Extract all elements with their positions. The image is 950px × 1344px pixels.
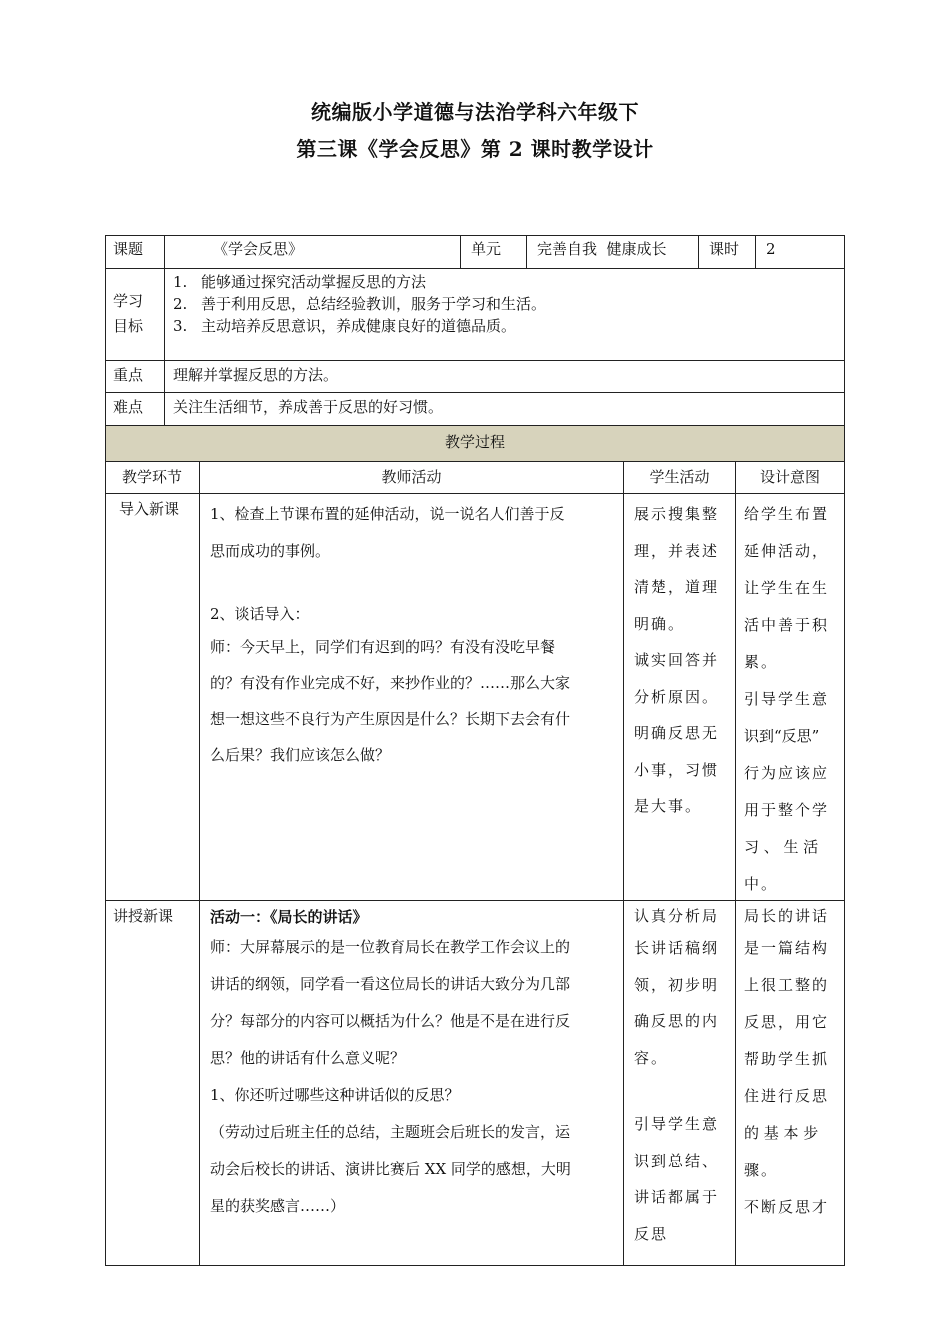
text-line: 2、谈话导入： [210, 605, 310, 623]
goals-label-line2: 目标 [113, 317, 144, 335]
text-line: 累。 [744, 653, 779, 671]
activity-title: 活动一：《局长的讲话》 [210, 908, 368, 926]
text-line: 思？他的讲话有什么意义呢？ [210, 1049, 406, 1067]
goal-item: 3. 主动培养反思意识，养成健康良好的道德品质。 [173, 317, 517, 335]
text-line: 确反思的内 [634, 1012, 720, 1030]
column-header-teacher: 教师活动 [381, 468, 442, 486]
document-title-line1: 统编版小学道德与法治学科六年级下 [311, 100, 639, 124]
text-line: 中。 [744, 875, 779, 893]
text-line: 引导学生意 [634, 1115, 720, 1133]
text-line: 的 基 本 步 [744, 1124, 819, 1142]
text-line: 延伸活动， [744, 542, 830, 560]
design-intent-intro [736, 496, 844, 900]
text-line: 局长的讲话 [744, 907, 830, 925]
text-line: 认真分析局 [634, 907, 720, 925]
period-value: 2 [766, 240, 776, 258]
text-line [210, 570, 617, 599]
section-header-teaching-process [105, 425, 845, 461]
text-line: 展示搜集整 [634, 505, 720, 523]
column-header-intent: 设计意图 [759, 468, 820, 486]
text-line: 是一篇结构 [744, 939, 830, 957]
text-line: 的？有没有作业完成不好，来抄作业的？……那么大家 [210, 674, 571, 692]
text-line: 不断反思才 [744, 1198, 830, 1216]
text-line: 领，初步明 [634, 975, 720, 994]
teacher-activity-intro [200, 496, 623, 900]
student-activity-intro [624, 496, 735, 900]
text-line: 反思 [634, 1224, 669, 1243]
text-line: 分析原因。 [634, 687, 720, 706]
text-line: 习 、 生 活 [744, 838, 819, 856]
text-line: 1、检查上节课布置的延伸活动，说一说名人们善于反 [210, 505, 565, 523]
stage-intro: 导入新课 [119, 500, 180, 518]
text-line: 活中善于积 [744, 616, 830, 634]
text-line: 识到“反思” [744, 727, 820, 745]
text-line: 长讲话稿纲 [634, 939, 720, 957]
column-header-stage: 教学环节 [121, 468, 182, 486]
text-line: 想一想这些不良行为产生原因是什么？长期下去会有什 [210, 710, 571, 728]
text-line: 1、你还听过哪些这种讲话似的反思？ [210, 1086, 460, 1104]
text-line: 识到总结、 [634, 1151, 720, 1170]
lesson-label: 课题 [113, 240, 144, 258]
text-line: 清楚，道理 [634, 578, 720, 596]
text-line: 分？每部分的内容可以概括为什么？他是不是在进行反 [210, 1012, 571, 1030]
text-line: 小事，习惯 [634, 760, 720, 779]
text-line: 思而成功的事例。 [210, 542, 331, 560]
student-activity-new-lesson [624, 901, 735, 1265]
goals-list [165, 269, 844, 360]
goals-label [105, 269, 164, 360]
text-line: 骤。 [744, 1161, 779, 1179]
text-line: 动会后校长的讲话、演讲比赛后 XX 同学的感想，大明 [210, 1160, 571, 1178]
text-line: 星的获奖感言……） [210, 1197, 346, 1215]
text-line: 行为应该应 [744, 764, 830, 782]
text-line: 给学生布置 [744, 505, 830, 523]
text-line: 引导学生意 [744, 690, 830, 708]
lesson-value: 《学会反思》 [213, 240, 304, 258]
period-label: 课时 [709, 240, 740, 258]
lesson-plan-table [105, 0, 845, 1344]
section-title: 教学过程 [444, 433, 505, 451]
text-line: 理，并表述 [634, 541, 720, 560]
text-line: 诚实回答并 [634, 651, 720, 669]
text-line: 用于整个学 [744, 801, 830, 819]
column-header-student: 学生活动 [649, 468, 710, 486]
goal-item: 2. 善于利用反思，总结经验教训，服务于学习和生活。 [173, 295, 547, 313]
design-intent-new-lesson [736, 901, 844, 1265]
text-line [634, 1076, 729, 1106]
text-line: 讲话的纲领，同学看一看这位局长的讲话大致分为几部 [210, 975, 571, 993]
text-line: 讲话都属于 [634, 1188, 720, 1206]
document-title-line2: 第三课《学会反思》第 2 课时教学设计 [296, 137, 654, 161]
unit-label: 单元 [471, 240, 502, 258]
text-line: 是大事。 [634, 797, 703, 815]
text-line: （劳动过后班主任的总结，主题班会后班长的发言，运 [210, 1123, 571, 1141]
key-point-label: 重点 [113, 366, 144, 384]
unit-value: 完善自我 健康成长 [537, 240, 667, 258]
text-line: 帮助学生抓 [744, 1050, 830, 1068]
goals-label-line1: 学习 [113, 292, 144, 310]
text-line: 反思，用它 [744, 1013, 830, 1031]
text-line: 师：大屏幕展示的是一位教育局长在教学工作会议上的 [210, 938, 571, 956]
text-line: 明确。 [634, 614, 686, 633]
text-line: 么后果？我们应该怎么做？ [210, 746, 391, 764]
stage-new-lesson: 讲授新课 [113, 907, 174, 925]
text-line: 住进行反思 [744, 1087, 830, 1105]
difficulty-value: 关注生活细节，养成善于反思的好习惯。 [173, 398, 444, 416]
difficulty-label: 难点 [113, 398, 144, 416]
text-line: 明确反思无 [634, 724, 720, 742]
text-line: 师：今天早上，同学们有迟到的吗？有没有没吃早餐 [210, 638, 556, 656]
goal-item: 1. 能够通过探究活动掌握反思的方法 [173, 273, 427, 291]
text-line: 让学生在生 [744, 579, 830, 597]
teacher-activity-new-lesson [200, 901, 623, 1265]
key-point-value: 理解并掌握反思的方法。 [173, 366, 339, 384]
text-line: 上很工整的 [744, 976, 830, 994]
text-line: 容。 [634, 1048, 669, 1067]
